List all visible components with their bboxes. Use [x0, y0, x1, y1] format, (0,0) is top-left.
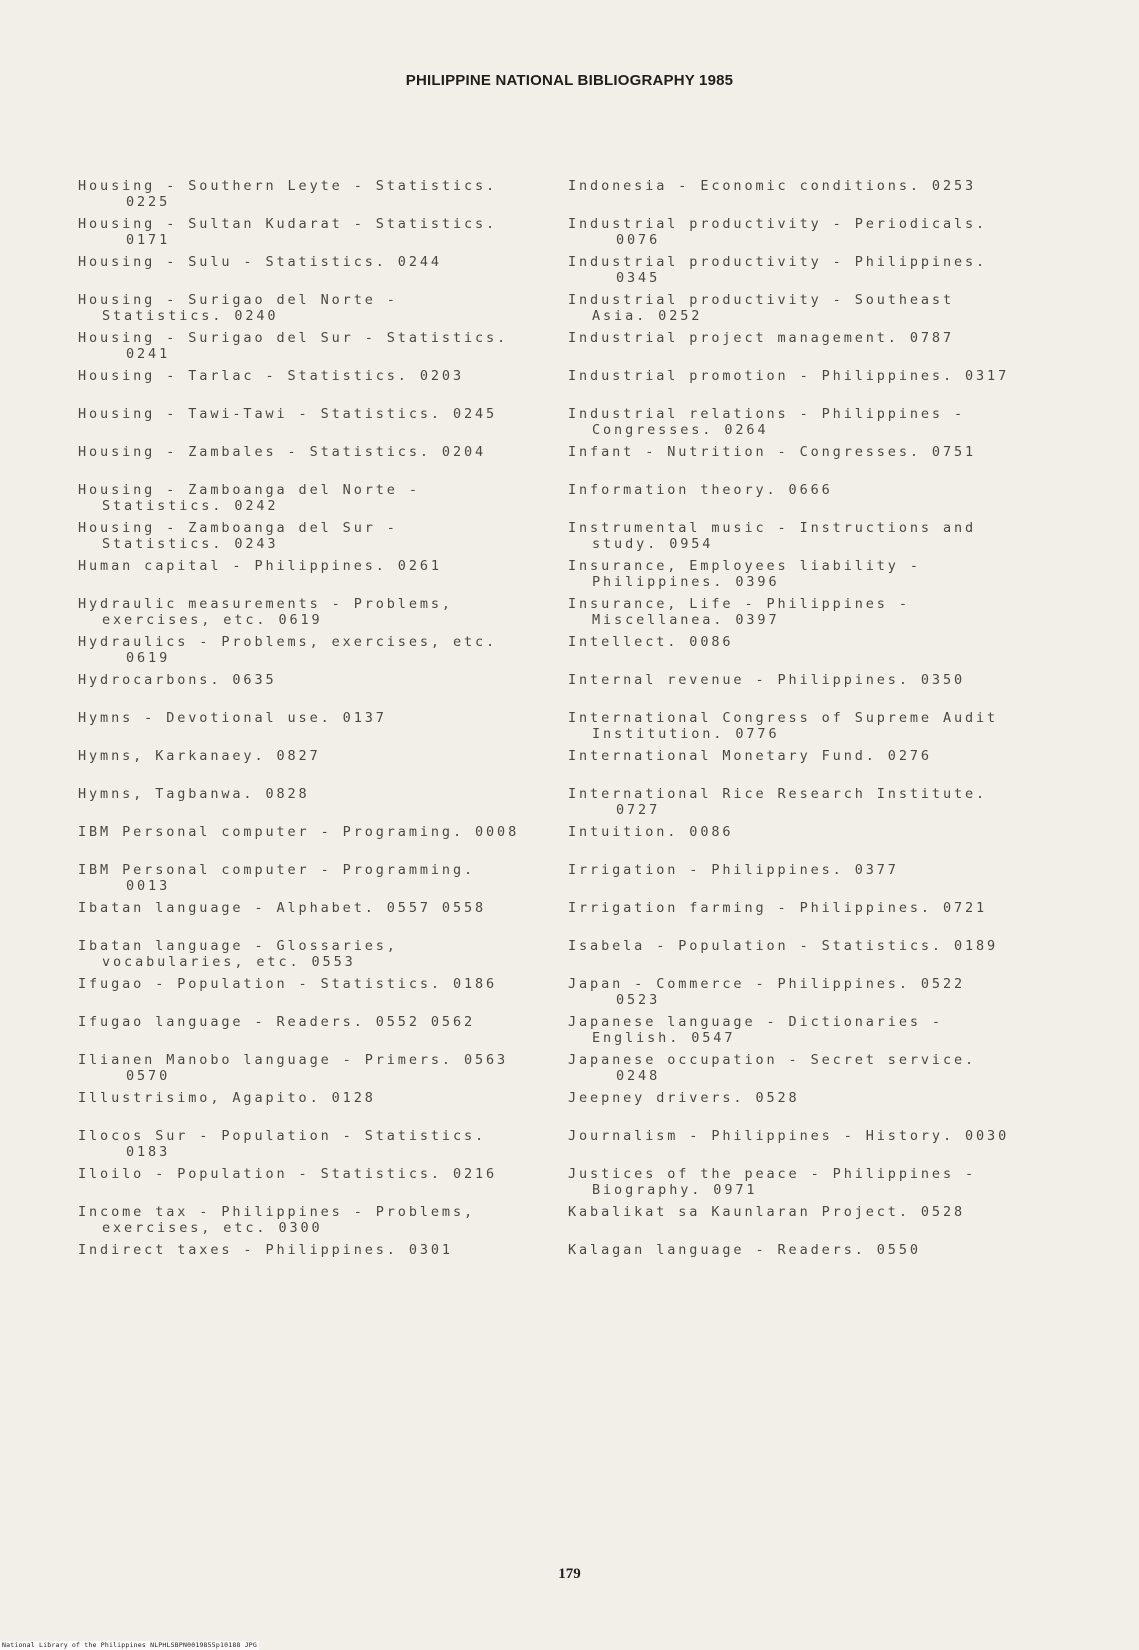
index-entry-continuation: 0248 — [616, 1068, 661, 1084]
index-entry-heading: Hymns, Tagbanwa. 0828 — [78, 786, 310, 802]
index-entry — [78, 1014, 548, 1052]
index-entry-continuation: 0076 — [616, 232, 661, 248]
index-entry-heading: Hydraulic measurements - Problems, — [78, 596, 453, 612]
index-entry-continuation: Statistics. 0240 — [102, 308, 279, 324]
index-entry-continuation: Statistics. 0242 — [102, 498, 279, 514]
index-entry-heading: Intellect. 0086 — [568, 634, 734, 650]
index-entry-heading: Ibatan language - Alphabet. 0557 0558 — [78, 900, 487, 916]
index-entry — [568, 178, 1038, 216]
index-entry-continuation: 0171 — [126, 232, 171, 248]
index-entry-heading: Ifugao language - Readers. 0552 0562 — [78, 1014, 475, 1030]
index-entry-heading: Indonesia - Economic conditions. 0253 — [568, 178, 977, 194]
index-entry-heading: Housing - Surigao del Norte - — [78, 292, 398, 308]
index-entry-heading: Irrigation farming - Philippines. 0721 — [568, 900, 988, 916]
index-entry-heading: Iloilo - Population - Statistics. 0216 — [78, 1166, 498, 1182]
index-entry-heading: Housing - Zambales - Statistics. 0204 — [78, 444, 487, 460]
index-entry-heading: Income tax - Philippines - Problems, — [78, 1204, 475, 1220]
index-entry — [568, 1128, 1038, 1166]
index-entry — [568, 482, 1038, 520]
index-entry — [568, 1090, 1038, 1128]
index-entry — [568, 710, 1038, 748]
index-entry-heading: Information theory. 0666 — [568, 482, 833, 498]
index-entry-continuation: Miscellanea. 0397 — [592, 612, 780, 628]
index-entry-heading: Housing - Tawi-Tawi - Statistics. 0245 — [78, 406, 498, 422]
index-entry-heading: Housing - Zamboanga del Sur - — [78, 520, 398, 536]
index-entry-heading: Hymns, Karkanaey. 0827 — [78, 748, 321, 764]
index-entry — [568, 444, 1038, 482]
index-entry-heading: Insurance, Life - Philippines - — [568, 596, 910, 612]
index-entry-heading: Housing - Sulu - Statistics. 0244 — [78, 254, 442, 270]
index-entry-continuation: Statistics. 0243 — [102, 536, 279, 552]
index-entry — [568, 330, 1038, 368]
index-entry — [568, 862, 1038, 900]
index-entry — [568, 1014, 1038, 1052]
index-entry — [78, 596, 548, 634]
index-entry-heading: Housing - Tarlac - Statistics. 0203 — [78, 368, 464, 384]
index-entry-heading: Housing - Zamboanga del Norte - — [78, 482, 420, 498]
index-entry-heading: Kalagan language - Readers. 0550 — [568, 1242, 921, 1258]
index-entry-heading: Isabela - Population - Statistics. 0189 — [568, 938, 999, 954]
index-entry — [78, 216, 548, 254]
index-entry — [568, 254, 1038, 292]
index-entry — [78, 1204, 548, 1242]
index-entry-heading: Internal revenue - Philippines. 0350 — [568, 672, 965, 688]
index-entry — [568, 558, 1038, 596]
index-entry-heading: Industrial productivity - Periodicals. — [568, 216, 988, 232]
index-entry — [78, 1128, 548, 1166]
index-entry-continuation: exercises, etc. 0619 — [102, 612, 323, 628]
index-entry-heading: Jeepney drivers. 0528 — [568, 1090, 800, 1106]
left-index-column — [78, 178, 548, 1280]
index-entry-heading: Hydrocarbons. 0635 — [78, 672, 277, 688]
index-entry — [78, 444, 548, 482]
index-entry-heading: Ilocos Sur - Population - Statistics. — [78, 1128, 487, 1144]
index-entry — [78, 558, 548, 596]
index-entry-heading: Japanese occupation - Secret service. — [568, 1052, 977, 1068]
page-title: PHILIPPINE NATIONAL BIBLIOGRAPHY 1985 — [405, 72, 734, 89]
index-entry — [78, 292, 548, 330]
index-entry-heading: International Rice Research Institute. — [568, 786, 988, 802]
index-entry — [568, 292, 1038, 330]
index-entry-heading: Intuition. 0086 — [568, 824, 734, 840]
index-entry-continuation: 0727 — [616, 802, 661, 818]
index-entry — [568, 596, 1038, 634]
index-entry-heading: Infant - Nutrition - Congresses. 0751 — [568, 444, 977, 460]
index-entry-heading: Housing - Sultan Kudarat - Statistics. — [78, 216, 498, 232]
index-entry-continuation: study. 0954 — [592, 536, 714, 552]
index-entry — [78, 748, 548, 786]
index-entry — [78, 786, 548, 824]
index-entry-continuation: 0183 — [126, 1144, 171, 1160]
index-entry — [568, 368, 1038, 406]
index-entry-heading: Indirect taxes - Philippines. 0301 — [78, 1242, 453, 1258]
index-entry — [78, 634, 548, 672]
index-entry-continuation: Biography. 0971 — [592, 1182, 758, 1198]
index-entry — [78, 1052, 548, 1090]
index-entry-heading: IBM Personal computer - Programing. 0008 — [78, 824, 520, 840]
index-entry — [568, 1166, 1038, 1204]
index-entry-continuation: exercises, etc. 0300 — [102, 1220, 323, 1236]
index-entry-heading: Japanese language - Dictionaries - — [568, 1014, 943, 1030]
index-entry-heading: Ilianen Manobo language - Primers. 0563 — [78, 1052, 509, 1068]
index-entry-continuation: Congresses. 0264 — [592, 422, 769, 438]
index-entry — [78, 520, 548, 558]
index-entry-continuation: 0619 — [126, 650, 171, 666]
index-entry-continuation: 0225 — [126, 194, 171, 210]
index-entry — [568, 672, 1038, 710]
index-entry-heading: Hydraulics - Problems, exercises, etc. — [78, 634, 498, 650]
index-entry — [568, 634, 1038, 672]
index-entry — [78, 710, 548, 748]
index-entry — [78, 330, 548, 368]
index-entry-heading: Human capital - Philippines. 0261 — [78, 558, 442, 574]
page-number: 179 — [558, 1566, 581, 1582]
index-entry-heading: Industrial productivity - Southeast — [568, 292, 954, 308]
index-entry — [78, 1242, 548, 1280]
index-entry-heading: Japan - Commerce - Philippines. 0522 — [568, 976, 965, 992]
index-entry-heading: Industrial productivity - Philippines. — [568, 254, 988, 270]
index-entry — [78, 672, 548, 710]
index-entry — [568, 520, 1038, 558]
index-entry — [568, 1242, 1038, 1280]
scan-footer-note: National Library of the Philippines NLPHLSBPN0019855p10188 JPG — [2, 1641, 258, 1649]
index-entry — [568, 938, 1038, 976]
index-entry-heading: International Congress of Supreme Audit — [568, 710, 999, 726]
index-entry — [78, 1090, 548, 1128]
index-entry-continuation: Philippines. 0396 — [592, 574, 780, 590]
right-index-column — [568, 178, 1038, 1280]
index-entry-heading: Instrumental music - Instructions and — [568, 520, 977, 536]
index-entry-continuation: vocabularies, etc. 0553 — [102, 954, 356, 970]
index-entry — [568, 900, 1038, 938]
index-entry-heading: Kabalikat sa Kaunlaran Project. 0528 — [568, 1204, 965, 1220]
index-entry-continuation: 0570 — [126, 1068, 171, 1084]
index-entry-heading: IBM Personal computer - Programming. — [78, 862, 475, 878]
index-entry-continuation: 0345 — [616, 270, 661, 286]
index-entry — [568, 1052, 1038, 1090]
index-entry-heading: International Monetary Fund. 0276 — [568, 748, 932, 764]
index-entry-continuation: 0523 — [616, 992, 661, 1008]
index-entry-continuation: Asia. 0252 — [592, 308, 703, 324]
index-entry-heading: Industrial project management. 0787 — [568, 330, 954, 346]
index-entry-heading: Ibatan language - Glossaries, — [78, 938, 398, 954]
index-entry-heading: Justices of the peace - Philippines - — [568, 1166, 977, 1182]
index-entry — [568, 786, 1038, 824]
index-entry — [78, 406, 548, 444]
index-entry-continuation: 0013 — [126, 878, 171, 894]
index-entry — [78, 1166, 548, 1204]
index-entry — [568, 1204, 1038, 1242]
index-entry — [78, 254, 548, 292]
index-entry — [568, 748, 1038, 786]
index-entry-heading: Journalism - Philippines - History. 0030 — [568, 1128, 1010, 1144]
index-entry — [78, 482, 548, 520]
index-entry-heading: Housing - Southern Leyte - Statistics. — [78, 178, 498, 194]
index-entry-heading: Industrial relations - Philippines - — [568, 406, 965, 422]
index-entry-continuation: Institution. 0776 — [592, 726, 780, 742]
index-entry — [568, 976, 1038, 1014]
index-entry — [78, 862, 548, 900]
index-entry-heading: Hymns - Devotional use. 0137 — [78, 710, 387, 726]
index-entry-heading: Housing - Surigao del Sur - Statistics. — [78, 330, 509, 346]
index-entry — [78, 368, 548, 406]
index-entry — [78, 900, 548, 938]
index-entry — [78, 938, 548, 976]
index-entry — [568, 824, 1038, 862]
index-entry-heading: Illustrisimo, Agapito. 0128 — [78, 1090, 376, 1106]
index-entry — [568, 406, 1038, 444]
index-entry-heading: Insurance, Employees liability - — [568, 558, 921, 574]
index-entry-continuation: English. 0547 — [592, 1030, 736, 1046]
index-entry-heading: Industrial promotion - Philippines. 0317 — [568, 368, 1010, 384]
index-entry-heading: Irrigation - Philippines. 0377 — [568, 862, 899, 878]
index-entry-continuation: 0241 — [126, 346, 171, 362]
index-entry — [78, 178, 548, 216]
index-entry — [568, 216, 1038, 254]
index-entry — [78, 976, 548, 1014]
index-entry-heading: Ifugao - Population - Statistics. 0186 — [78, 976, 498, 992]
index-entry — [78, 824, 548, 862]
